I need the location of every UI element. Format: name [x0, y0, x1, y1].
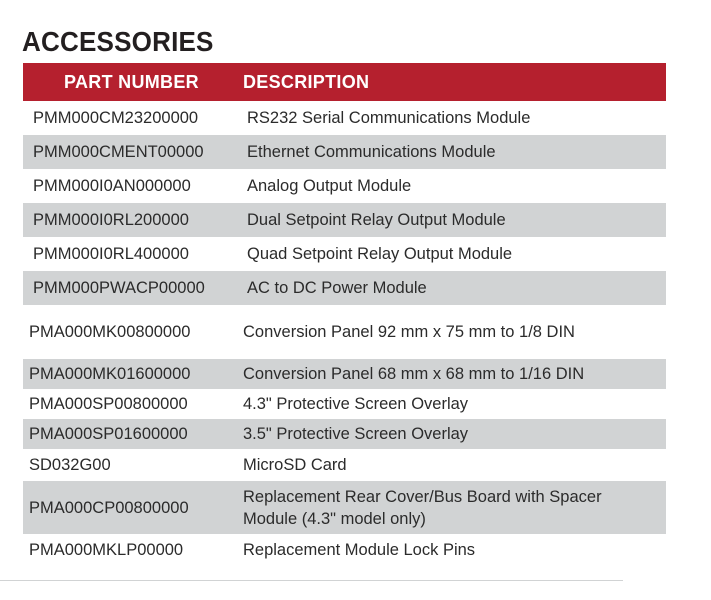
part-number: PMA000SP01600000: [29, 425, 188, 443]
part-number: PMM000CM23200000: [33, 109, 199, 127]
part-number: PMA000MK01600000: [29, 365, 191, 383]
table-row: [23, 203, 666, 237]
column-header-part-number: PART NUMBER: [64, 72, 199, 92]
table-row: [23, 305, 666, 359]
description: 3.5" Protective Screen Overlay: [243, 425, 469, 443]
part-number: SD032G00: [29, 456, 111, 474]
table-row: [23, 419, 666, 449]
table-row: [23, 101, 666, 135]
table-row: [23, 271, 666, 305]
description: Replacement Module Lock Pins: [243, 541, 476, 559]
description: Quad Setpoint Relay Output Module: [247, 245, 513, 263]
table-row: [23, 449, 666, 481]
table-row: [23, 135, 666, 169]
description: 4.3" Protective Screen Overlay: [243, 395, 469, 413]
part-number: PMM000PWACP00000: [33, 279, 205, 297]
description: MicroSD Card: [243, 456, 347, 474]
table-row: [23, 237, 666, 271]
accessories-table: [23, 63, 666, 566]
part-number: PMM000I0AN000000: [33, 177, 191, 195]
part-number: PMM000I0RL200000: [33, 211, 189, 229]
part-number: PMA000MK00800000: [29, 323, 191, 341]
description: Replacement Rear Cover/Bus Board with Spacer Module (4.3" model only): [243, 487, 602, 528]
column-header-description: DESCRIPTION: [243, 72, 370, 92]
description: Conversion Panel 92 mm x 75 mm to 1/8 DIN: [243, 323, 575, 341]
table-header: [23, 63, 666, 101]
description: Conversion Panel 68 mm x 68 mm to 1/16 DIN: [243, 365, 585, 383]
part-number: PMM000CMENT00000: [33, 143, 204, 161]
description: AC to DC Power Module: [247, 279, 427, 297]
description: RS232 Serial Communications Module: [247, 109, 531, 127]
description: Ethernet Communications Module: [247, 143, 496, 161]
table-row: [23, 534, 666, 566]
part-number: PMA000CP00800000: [29, 498, 189, 517]
part-number: PMA000MKLP00000: [29, 541, 184, 559]
footer-divider: [0, 580, 623, 581]
table-row: [23, 481, 666, 534]
description: Dual Setpoint Relay Output Module: [247, 211, 506, 229]
table-row: [23, 169, 666, 203]
part-number: PMA000SP00800000: [29, 395, 188, 413]
description: Analog Output Module: [247, 177, 412, 195]
table-row: [23, 389, 666, 419]
page-title: ACCESSORIES: [22, 26, 214, 57]
table-row: [23, 359, 666, 389]
part-number: PMM000I0RL400000: [33, 245, 189, 263]
